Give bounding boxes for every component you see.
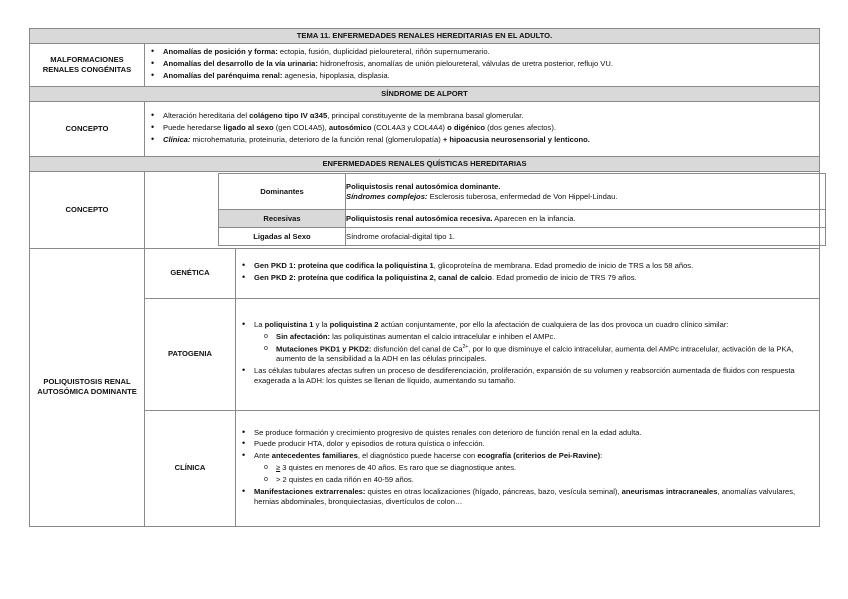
patogenia-label: PATOGENIA xyxy=(145,298,236,410)
list-item: • Manifestaciones extrarrenales: quistes en otras localizaciones (hígado, páncreas, bazo, vesícula seminal), aneurismas intracraneales, anomalías valvulares, hernias abdominales, bronquiectasias, divertículos de colon… xyxy=(254,487,815,507)
dominantes-value: Poliquistosis renal autosómica dominante. Síndromes complejos: Esclerosis tuberosa, enfermedad de Von Hippel-Lindau. xyxy=(346,174,826,210)
patogenia-list xyxy=(236,317,819,391)
genetica-label: GENÉTICA xyxy=(145,248,236,298)
list-item: • Puede producir HTA, dolor y episodios de rotura quística o infección. xyxy=(254,439,815,449)
document-title: TEMA 11. ENFERMEDADES RENALES HEREDITARIAS EN EL ADULTO. xyxy=(30,29,820,44)
genetica-list xyxy=(236,258,819,288)
quisticas-header: ENFERMEDADES RENALES QUÍSTICAS HEREDITARIAS xyxy=(30,156,820,171)
sub-item: o Mutaciones PKD1 y PKD2: disfunción del canal de $Ca^{2+}$, por lo que disminuye el calcio intracelular, aumenta del AMPc intracelular, activación de la PKA, aumento de la sensibilidad a la ADH en las células principales. xyxy=(276,344,815,364)
alport-concepto-label: CONCEPTO xyxy=(30,101,145,156)
list-item: • Anomalías del desarrollo de la vía urinaria: hidronefrosis, anomalías de unión pieloureteral, válvulas de uretra posterior, reflujo VU. xyxy=(163,59,815,69)
list-item: • Se produce formación y crecimiento progresivo de quistes renales con deterioro de función renal en la edad adulta. xyxy=(254,428,815,438)
alport-header: SÍNDROME DE ALPORT xyxy=(30,86,820,101)
list-item: • Las células tubulares afectas sufren un proceso de desdiferenciación, proliferación, expansión de su volumen y reabsorción aumentada de fluidos con respuesta exagerada a la ADH: los quistes se llenan de líquido, aumentando su tamaño. xyxy=(254,366,815,386)
list-item: • Gen PKD 1: proteína que codifica la poliquistina 1, glicoproteína de membrana. Edad promedio de inicio de TRS a los 58 años. xyxy=(254,261,815,271)
list-item: • Puede heredarse ligado al sexo (gen COL4A5), autosómico (COL4A3 y COL4A4) o digénico (dos genes afectos). xyxy=(163,123,815,133)
sub-item: o Sin afectación: las poliquistinas aumentan el calcio intracelular e inhiben el AMPc. xyxy=(276,332,815,342)
malformaciones-label: MALFORMACIONES RENALES CONGÉNITAS xyxy=(30,44,145,87)
malformaciones-list xyxy=(145,44,819,86)
recesivas-value: Poliquistosis renal autosómica recesiva. Aparecen en la infancia. xyxy=(346,210,826,228)
recesivas-label: Recesivas xyxy=(219,210,346,228)
quisticas-table xyxy=(218,173,826,246)
alport-list xyxy=(145,108,819,150)
clinica-list xyxy=(236,425,819,512)
ligadas-label: Ligadas al Sexo xyxy=(219,228,346,246)
list-item: • La poliquistina 1 y la poliquistina 2 actúan conjuntamente, por ello la afectación de cualquiera de las dos provoca un cuadro clínico similar: o Sin afectación: las poliquistinas aumentan el calcio intracelular e inhiben el AMPc. o Mutaciones PKD1 y PKD2: disfunción del canal de $Ca^{2+}$, por lo que disminuye el calcio intracelular, aumenta del AMPc intracelular, activación de la PKA, aumento de la sensibilidad a la ADH en las células principales. xyxy=(254,320,815,364)
pqrad-label: POLIQUISTOSIS RENAL AUTOSÓMICA DOMINANTE xyxy=(30,248,145,526)
sub-item: o > 2 quistes en cada riñón en 40-59 años. xyxy=(276,475,815,485)
list-item: • Anomalías del parénquima renal: agenesia, hipoplasia, displasia. xyxy=(163,71,815,81)
main-table xyxy=(29,28,820,527)
list-item: • Alteración hereditaria del colágeno tipo IV α345, principal constituyente de la membrana basal glomerular. xyxy=(163,111,815,121)
document xyxy=(29,28,819,527)
ligadas-value: Síndrome orofacial-digital tipo 1. xyxy=(346,228,826,246)
clinica-label: CLÍNICA xyxy=(145,410,236,526)
dominantes-label: Dominantes xyxy=(219,174,346,210)
list-item: • Ante antecedentes familiares, el diagnóstico puede hacerse con ecografía (criterios de Pei-Ravine): o ≥ 3 quistes en menores de 40 años. Es raro que se diagnostique antes. o > 2 quistes en cada riñón en 40-59 años. xyxy=(254,451,815,485)
quisticas-concepto-label: CONCEPTO xyxy=(30,171,145,248)
list-item: • Gen PKD 2: proteína que codifica la poliquistina 2, canal de calcio. Edad promedio de inicio de TRS 79 años. xyxy=(254,273,815,283)
sub-item: o ≥ 3 quistes en menores de 40 años. Es raro que se diagnostique antes. xyxy=(276,463,815,473)
list-item: • Anomalías de posición y forma: ectopia, fusión, duplicidad pieloureteral, riñón supernumerario. xyxy=(163,47,815,57)
list-item: • Clínica: microhematuria, proteinuria, deterioro de la función renal (glomerulopatía) + hipoacusia neurosensorial y lenticono. xyxy=(163,135,815,145)
